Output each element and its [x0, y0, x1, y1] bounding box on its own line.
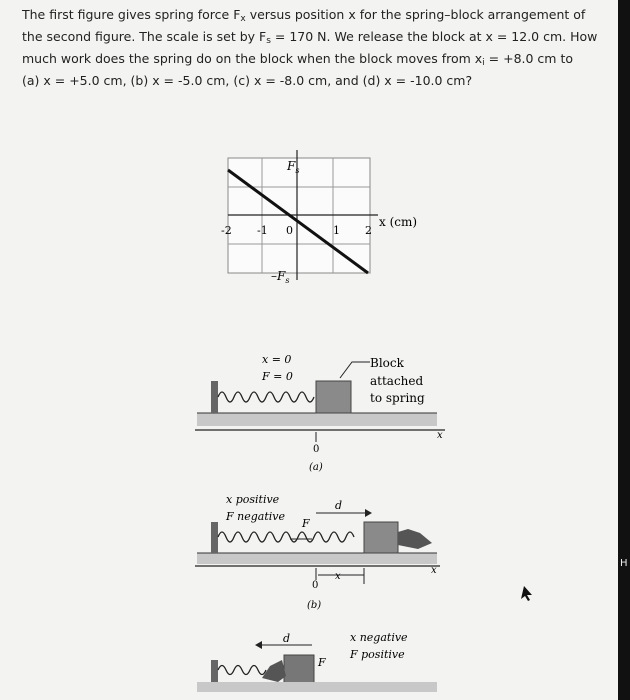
right-edge-strip [618, 0, 630, 700]
fig-b-x-label: x [335, 571, 341, 582]
fs-bottom-label: $-F_s$ [271, 269, 290, 285]
tick-m2: -2 [221, 224, 232, 237]
problem-line-3: much work does the spring do on the block when the block moves from $x_i = +8.0$ cm to [22, 51, 574, 68]
fig-c-d-label: d [283, 632, 291, 645]
block-a [316, 381, 351, 413]
tick-1: 1 [333, 224, 340, 237]
edge-letter: H [620, 558, 628, 569]
block-label-1: Block [370, 356, 404, 370]
figure-c [197, 631, 437, 692]
fs-top-label: $F_s$ [287, 159, 300, 175]
fig-c-f-label: F [318, 656, 326, 669]
tick-0: 0 [286, 224, 293, 237]
figure-b [195, 493, 440, 611]
fig-a-eq2: F = 0 [262, 370, 293, 383]
force-graph [221, 150, 417, 285]
fig-b-label-1: x positive [226, 493, 280, 506]
figure-a [195, 353, 445, 473]
fig-b-d-label: d [335, 499, 343, 512]
spring-b [218, 532, 354, 542]
block-c [284, 655, 314, 683]
fig-b-axis-label: x [431, 565, 437, 576]
problem-line-2: the second figure. The scale is set by $F_s = 170$ N. We release the block at x = 12.0 cm. How [22, 29, 598, 46]
block-label-2: attached [370, 374, 424, 388]
spring-c [218, 666, 266, 675]
fig-c-label-1: x negative [350, 631, 408, 644]
fig-a-caption: (a) [309, 462, 323, 473]
hand-b [398, 529, 432, 549]
fig-b-label-2: F negative [226, 510, 285, 523]
fig-a-zero: 0 [313, 444, 320, 455]
problem-line-4: (a) x = +5.0 cm, (b) x = -5.0 cm, (c) x = -8.0 cm, and (d) x = -10.0 cm? [22, 73, 473, 88]
fig-a-axis-label: x [437, 430, 443, 441]
cursor-icon [521, 586, 532, 601]
x-axis-label: x (cm) [379, 215, 418, 229]
fig-b-f-label: F [302, 517, 310, 530]
problem-line-1: The first figure gives spring force $F_x$ versus position x for the spring–block arrangement of [22, 7, 586, 24]
fig-a-eq1: x = 0 [262, 353, 292, 366]
block-b [364, 522, 398, 553]
fig-c-label-2: F positive [350, 648, 405, 661]
spring-a [218, 392, 314, 402]
tick-m1: -1 [257, 224, 268, 237]
fig-b-caption: (b) [307, 600, 322, 611]
block-label-3: to spring [370, 391, 425, 405]
tick-2: 2 [365, 224, 372, 237]
fig-b-zero: 0 [312, 580, 319, 591]
